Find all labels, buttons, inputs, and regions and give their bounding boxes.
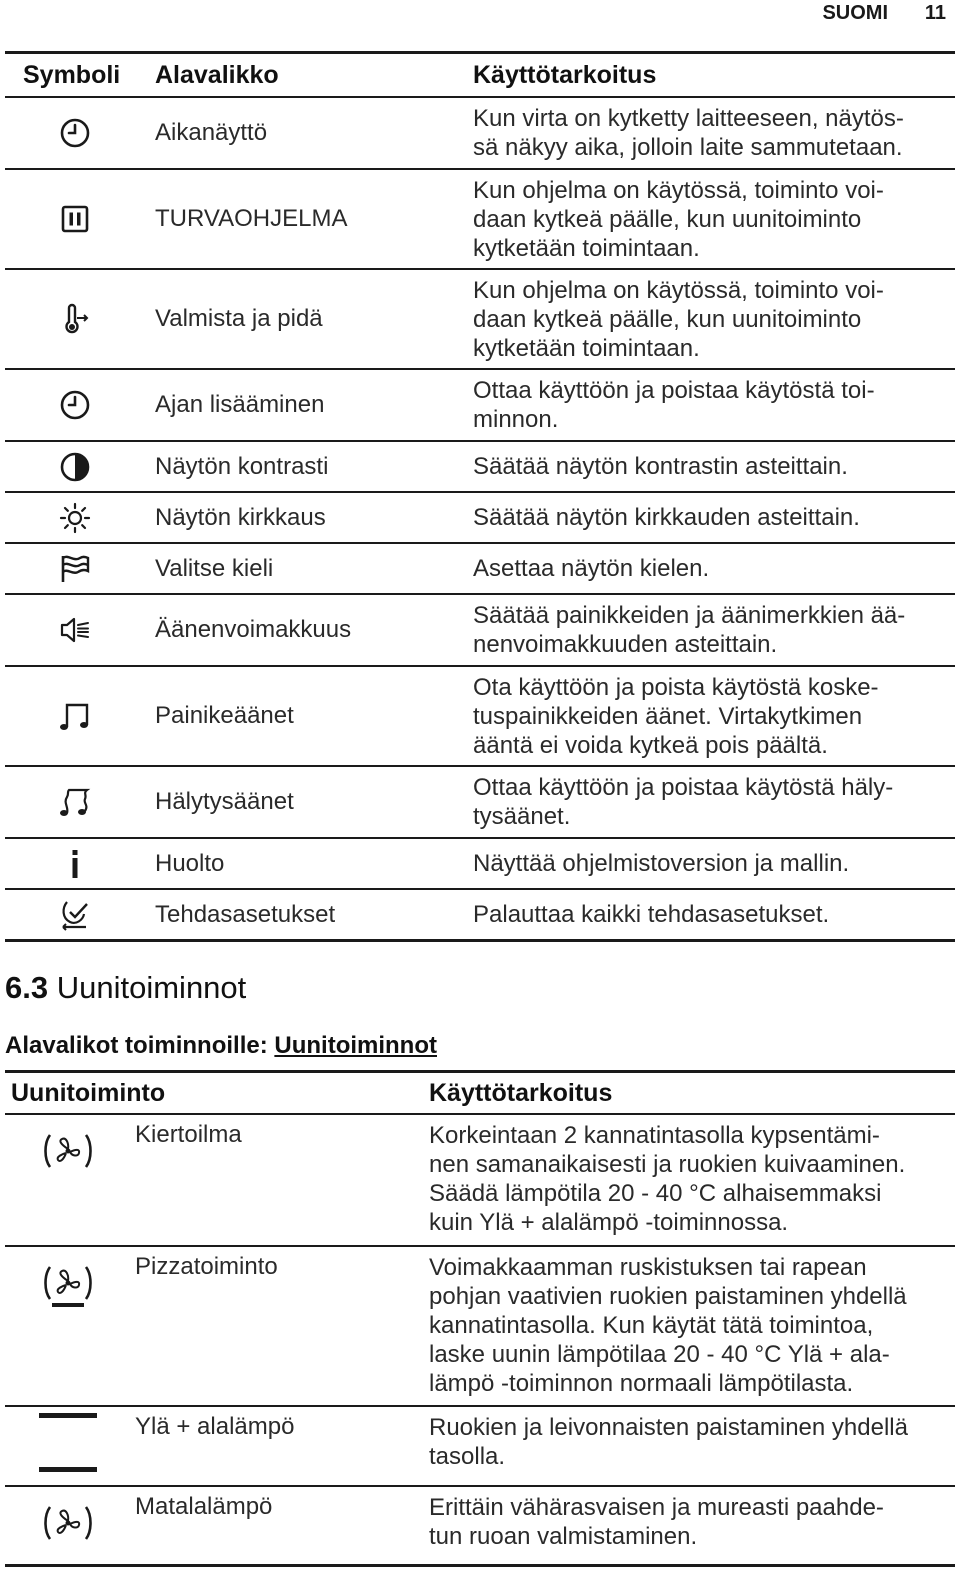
submenu-label: Aikanäyttö [155,119,268,146]
oven-functions-table [5,1070,955,1567]
column-header-symbol: Symboli [23,60,121,89]
section-title-text: Uunitoiminnot [56,970,247,1005]
purpose-text: Kun ohjelma on käytössä, toiminto voi- daan kytkeä päälle, kun uunitoiminto kytketään toimintaan. [473,276,884,362]
flag-icon [58,552,92,586]
table-row [5,767,955,839]
page-number: 11 [924,2,946,24]
table-row [5,544,955,595]
table-header-row [5,54,955,98]
submenu-label: Näytön kontrasti [155,452,329,480]
oven-functions-link[interactable]: Uunitoiminnot [274,1032,437,1059]
submenu-label: Huolto [155,849,225,877]
purpose-text: Ota käyttöön ja poista käytöstä koske- tuspainikkeiden äänet. Virtakytkimen ääntä ei voida kytkeä pois päältä. [473,673,879,759]
function-name: Matalalämpö [131,1487,429,1521]
table-row [5,1115,955,1247]
submenu-label: Tehdasasetukset [155,900,336,928]
purpose-text: Ottaa käyttöön ja poistaa käytöstä toi- minnon. [473,377,875,433]
submenu-label: Näytön kirkkaus [155,503,326,531]
function-name: Ylä + alalämpö [131,1407,429,1441]
purpose-text: Asettaa näytön kielen. [473,555,710,582]
table-row [5,1407,955,1487]
column-header-submenu: Alavalikko [155,60,279,89]
function-name: Kiertoilma [131,1115,429,1149]
top-bottom-heat-icon [36,1411,100,1477]
table-row [5,1247,955,1407]
table-row [5,667,955,767]
fan-icon [40,1503,96,1543]
table-row [5,1487,955,1567]
submenu-label: Hälytysäänet [155,788,294,815]
page-header [0,0,960,30]
table-row [5,493,955,544]
column-header-purpose: Käyttötarkoitus [473,60,657,89]
section-title [5,970,246,1006]
thermometer-arrow-icon [58,302,92,336]
info-icon [58,847,92,881]
purpose-text: Voimakkaamman ruskistuksen tai rapean pohjan vaativien ruokien paistaminen yhdellä kannatintasolla. Kun käytät tätä toimintoa, laske uunin lämpötilaa 20 - 40 °C Ylä + ala- lämpö -toiminnon normaali lämpötilasta. [429,1254,907,1397]
purpose-text: Säätää näytön kontrastin asteittain. [473,453,848,480]
purpose-text: Ruokien ja leivonnaisten paistaminen yhdellä tasolla. [429,1414,908,1470]
table-row [5,595,955,667]
fan-bottom-heat-icon [40,1263,96,1309]
alarm-notes-icon [57,785,93,819]
table-header-row [5,1073,955,1115]
table-row [5,270,955,370]
submenu-label: Ajan lisääminen [155,391,325,418]
purpose-text: Kun virta on kytketty laitteeseen, näytös- sä näkyy aika, jolloin laite sammutetaan. [473,105,904,161]
clock-icon [58,116,92,150]
function-name: Pizzatoiminto [131,1247,429,1281]
music-notes-icon [57,699,93,733]
pause-box-icon [58,202,92,236]
purpose-text: Ottaa käyttöön ja poistaa käytöstä häly- tysäänet. [473,774,894,830]
speaker-icon [58,613,92,647]
purpose-text: Erittäin vähärasvaisen ja mureasti paahde- tun ruoan valmistaminen. [429,1494,884,1550]
column-header-function: Uunitoiminto [11,1078,166,1107]
submenu-label: Valitse kieli [155,554,274,582]
submenu-label: Äänenvoimakkuus [155,616,352,643]
table-row [5,890,955,942]
submenu-label: TURVAOHJELMA [155,205,348,232]
purpose-text: Säätää näytön kirkkauden asteittain. [473,504,860,531]
table-row [5,839,955,890]
purpose-text: Säätää painikkeiden ja äänimerkkien ää- nenvoimakkuuden asteittain. [473,602,906,658]
brightness-icon [58,501,92,535]
subheading-prefix: Alavalikot toiminnoille: [5,1032,268,1059]
purpose-text: Korkeintaan 2 kannatintasolla kypsentämi- nen samanaikaisesti ja ruokien kuivaaminen. Säädä lämpötila 20 - 40 °C alhaisemmaksi kuin Ylä + alalämpö -toiminnossa. [429,1122,906,1236]
contrast-icon [58,450,92,484]
table-row [5,170,955,270]
language-label: SUOMI [822,2,888,24]
clock-icon [58,388,92,422]
table-row [5,442,955,493]
column-header-purpose: Käyttötarkoitus [429,1078,613,1107]
purpose-text: Kun ohjelma on käytössä, toiminto voi- daan kytkeä päälle, kun uunitoiminto kytketään toimintaan. [473,176,884,262]
table-row [5,98,955,170]
table-row [5,370,955,442]
submenu-table [5,51,955,942]
purpose-text: Palauttaa kaikki tehdasasetukset. [473,901,830,928]
submenu-label: Painikeäänet [155,702,294,729]
subheading [5,1032,437,1060]
section-number: 6.3 [5,970,49,1005]
fan-icon [40,1131,96,1171]
submenu-label: Valmista ja pidä [155,305,323,332]
purpose-text: Näyttää ohjelmistoversion ja mallin. [473,850,850,877]
factory-reset-icon [58,898,92,932]
